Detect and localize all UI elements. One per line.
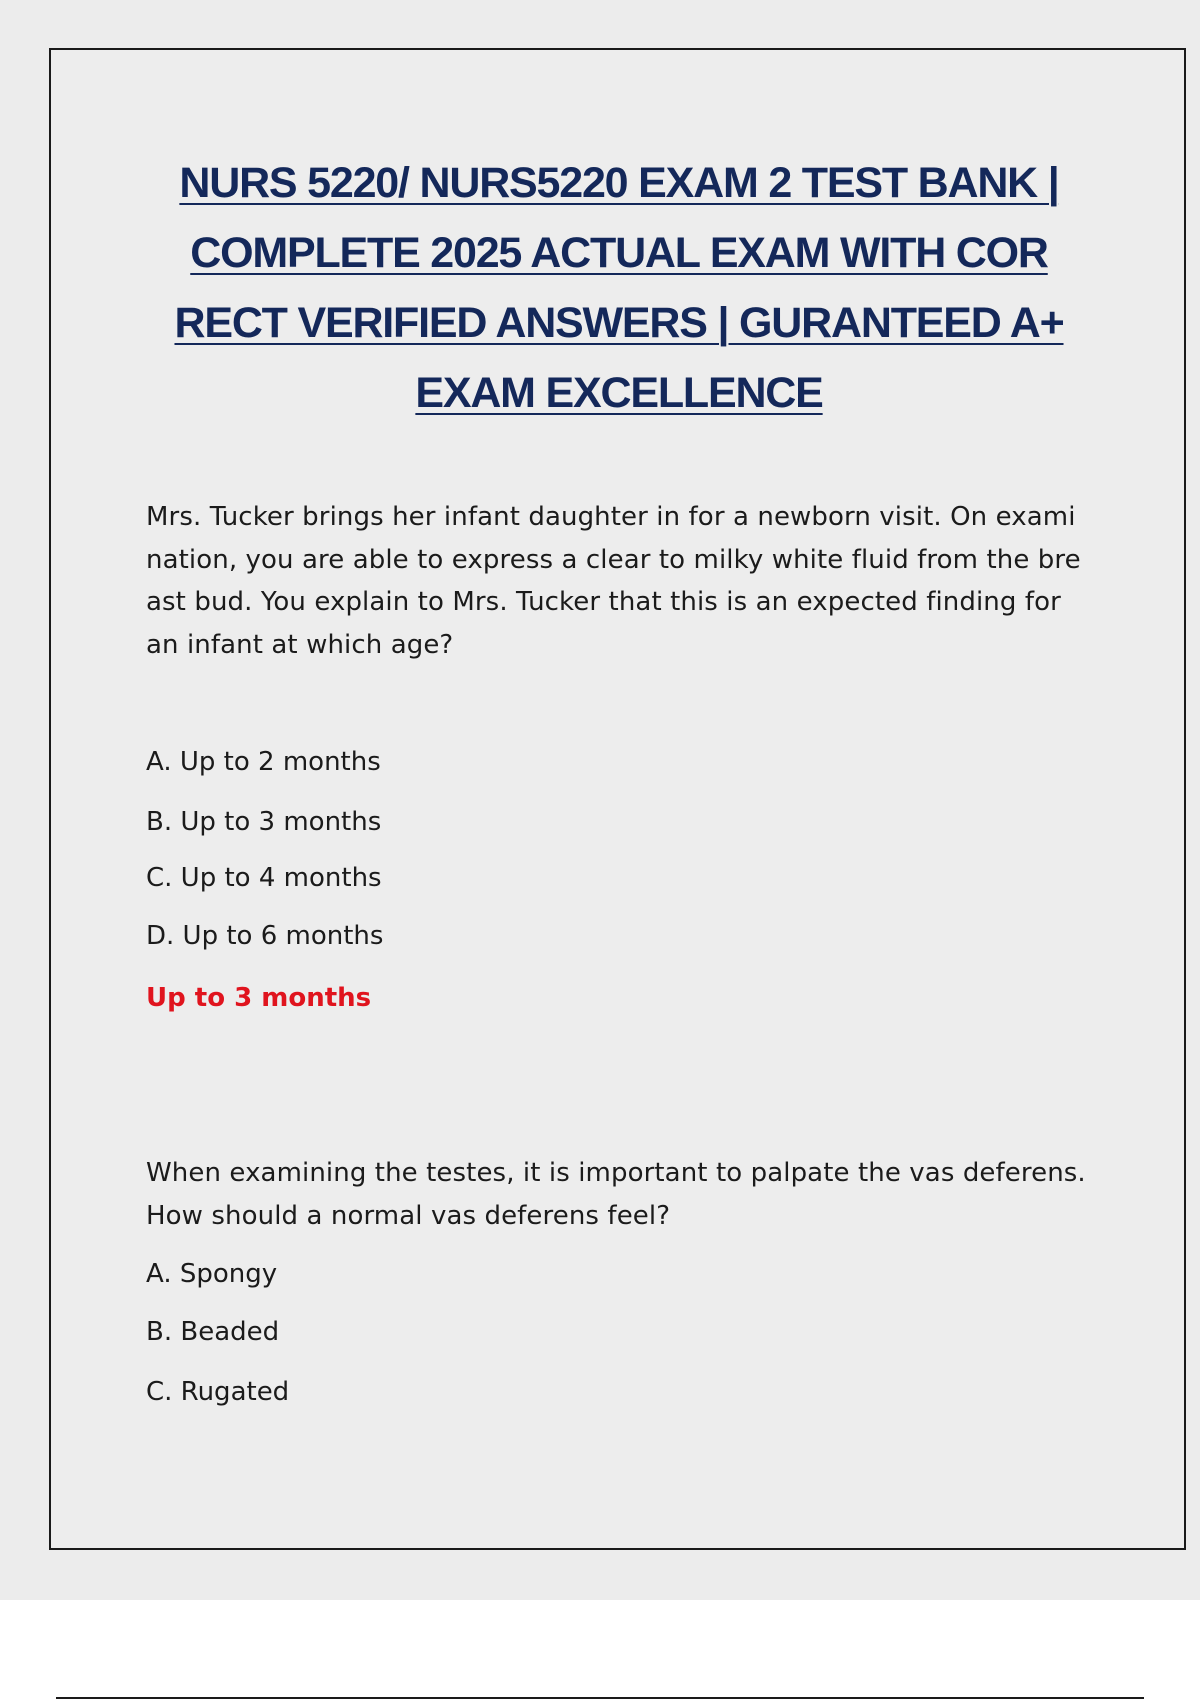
question-1-answer: Up to 3 months xyxy=(146,983,372,1013)
question-1-option-c: C. Up to 4 months xyxy=(146,863,382,893)
question-2-option-a: A. Spongy xyxy=(146,1259,278,1289)
question-2-text: When examining the testes, it is important to palpate the vas deferens. How should a normal vas deferens feel? xyxy=(146,1158,1086,1231)
question-1-option-b: B. Up to 3 months xyxy=(146,807,382,837)
footer-divider xyxy=(56,1697,1144,1699)
question-1-text: Mrs. Tucker brings her infant daughter in for a newborn visit. On exami nation, you are able to express a clear to milky white fluid from the bre ast bud. You explain to Mrs. Tucker that this is an expected finding for an infant at which age? xyxy=(146,502,1081,660)
question-1-option-a: A. Up to 2 months xyxy=(146,747,381,777)
question-2-option-c: C. Rugated xyxy=(146,1377,290,1407)
question-2-option-b: B. Beaded xyxy=(146,1317,280,1347)
document-title: NURS 5220/ NURS5220 EXAM 2 TEST BANK | COMPLETE 2025 ACTUAL EXAM WITH COR RECT VERIFIED ANSWERS | GURANTEED A+ EXAM EXCELLENCE xyxy=(174,159,1064,417)
question-1-option-d: D. Up to 6 months xyxy=(146,921,384,951)
